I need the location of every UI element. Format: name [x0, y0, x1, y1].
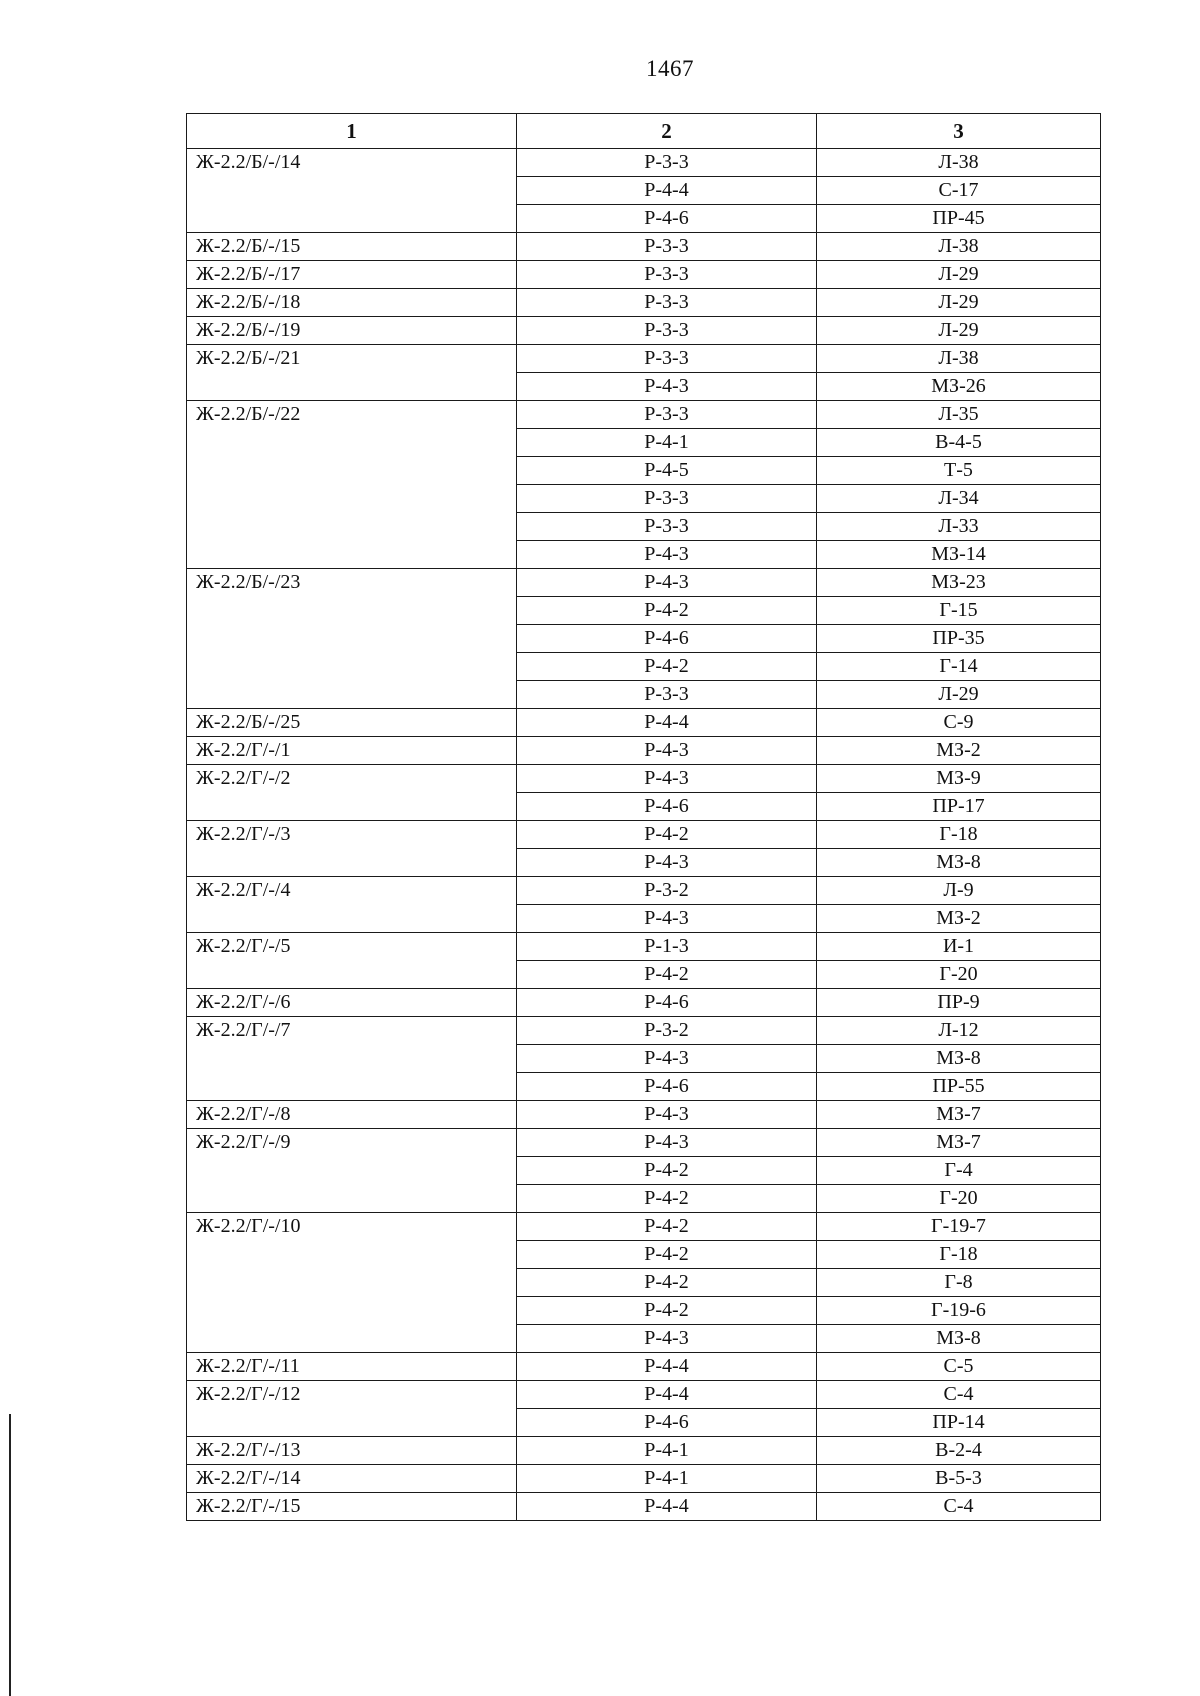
item-code-cell: Л-38	[817, 345, 1101, 373]
table-row	[187, 289, 1101, 317]
table-row	[187, 933, 1101, 961]
item-code-cell: Г-20	[817, 1185, 1101, 1213]
reference-code-cell: Р-3-3	[517, 513, 817, 541]
item-code-cell: МЗ-8	[817, 1045, 1101, 1073]
object-code-cell: Ж-2.2/Б/-/14	[187, 149, 517, 233]
object-code-cell: Ж-2.2/Б/-/23	[187, 569, 517, 709]
reference-code-cell: Р-4-4	[517, 709, 817, 737]
item-code-cell: ПР-14	[817, 1409, 1101, 1437]
reference-code-cell: Р-4-3	[517, 373, 817, 401]
reference-code-cell: Р-4-4	[517, 1381, 817, 1409]
object-code-cell: Ж-2.2/Б/-/18	[187, 289, 517, 317]
table-row	[187, 1465, 1101, 1493]
object-code-cell: Ж-2.2/Б/-/25	[187, 709, 517, 737]
item-code-cell: МЗ-23	[817, 569, 1101, 597]
page-number: 1467	[646, 56, 694, 81]
reference-code-cell: Р-3-3	[517, 485, 817, 513]
object-code-cell: Ж-2.2/Г/-/1	[187, 737, 517, 765]
reference-code-cell: Р-4-3	[517, 849, 817, 877]
reference-code-cell: Р-4-1	[517, 1465, 817, 1493]
reference-code-cell: Р-3-3	[517, 149, 817, 177]
item-code-cell: Л-29	[817, 261, 1101, 289]
margin-scan-line	[9, 1414, 11, 1696]
item-code-cell: В-4-5	[817, 429, 1101, 457]
item-code-cell: Л-33	[817, 513, 1101, 541]
item-code-cell: С-4	[817, 1493, 1101, 1521]
table-row	[187, 765, 1101, 793]
object-code-cell: Ж-2.2/Б/-/15	[187, 233, 517, 261]
object-code-cell: Ж-2.2/Б/-/22	[187, 401, 517, 569]
object-code-cell: Ж-2.2/Г/-/11	[187, 1353, 517, 1381]
reference-code-cell: Р-1-3	[517, 933, 817, 961]
reference-code-cell: Р-4-3	[517, 765, 817, 793]
item-code-cell: ПР-55	[817, 1073, 1101, 1101]
table-row	[187, 1017, 1101, 1045]
item-code-cell: Л-9	[817, 877, 1101, 905]
item-code-cell: Г-15	[817, 597, 1101, 625]
reference-code-cell: Р-4-6	[517, 205, 817, 233]
object-code-cell: Ж-2.2/Г/-/15	[187, 1493, 517, 1521]
item-code-cell: МЗ-7	[817, 1129, 1101, 1157]
object-code-cell: Ж-2.2/Г/-/13	[187, 1437, 517, 1465]
item-code-cell: Л-12	[817, 1017, 1101, 1045]
item-code-cell: Г-14	[817, 653, 1101, 681]
reference-code-cell: Р-4-2	[517, 1213, 817, 1241]
item-code-cell: Г-4	[817, 1157, 1101, 1185]
reference-code-cell: Р-4-4	[517, 1493, 817, 1521]
object-code-cell: Ж-2.2/Б/-/17	[187, 261, 517, 289]
object-code-cell: Ж-2.2/Г/-/14	[187, 1465, 517, 1493]
object-code-cell: Ж-2.2/Г/-/8	[187, 1101, 517, 1129]
reference-code-cell: Р-4-3	[517, 1129, 817, 1157]
reference-code-cell: Р-3-3	[517, 261, 817, 289]
reference-code-cell: Р-3-3	[517, 317, 817, 345]
item-code-cell: МЗ-7	[817, 1101, 1101, 1129]
item-code-cell: Г-18	[817, 1241, 1101, 1269]
reference-code-cell: Р-4-5	[517, 457, 817, 485]
reference-code-cell: Р-4-6	[517, 989, 817, 1017]
item-code-cell: МЗ-8	[817, 1325, 1101, 1353]
table-row	[187, 1213, 1101, 1241]
reference-code-cell: Р-4-3	[517, 905, 817, 933]
item-code-cell: Г-19-6	[817, 1297, 1101, 1325]
reference-code-cell: Р-4-4	[517, 1353, 817, 1381]
reference-code-cell: Р-4-2	[517, 1297, 817, 1325]
reference-code-cell: Р-4-2	[517, 1241, 817, 1269]
reference-code-cell: Р-4-6	[517, 1073, 817, 1101]
item-code-cell: Г-8	[817, 1269, 1101, 1297]
item-code-cell: МЗ-2	[817, 737, 1101, 765]
item-code-cell: Л-35	[817, 401, 1101, 429]
reference-code-cell: Р-4-3	[517, 1101, 817, 1129]
object-code-cell: Ж-2.2/Б/-/19	[187, 317, 517, 345]
table-row	[187, 1437, 1101, 1465]
item-code-cell: Л-29	[817, 317, 1101, 345]
object-code-cell: Ж-2.2/Г/-/2	[187, 765, 517, 821]
item-code-cell: Г-18	[817, 821, 1101, 849]
column-header-3: 3	[817, 114, 1101, 149]
object-code-cell: Ж-2.2/Г/-/12	[187, 1381, 517, 1437]
reference-code-cell: Р-4-6	[517, 793, 817, 821]
object-code-cell: Ж-2.2/Г/-/10	[187, 1213, 517, 1353]
table-row	[187, 1129, 1101, 1157]
reference-code-cell: Р-3-3	[517, 681, 817, 709]
table-row	[187, 737, 1101, 765]
table-row	[187, 233, 1101, 261]
reference-code-cell: Р-3-3	[517, 289, 817, 317]
item-code-cell: Т-5	[817, 457, 1101, 485]
item-code-cell: С-4	[817, 1381, 1101, 1409]
item-code-cell: Л-38	[817, 149, 1101, 177]
reference-code-cell: Р-4-2	[517, 961, 817, 989]
reference-code-cell: Р-4-2	[517, 1269, 817, 1297]
reference-code-cell: Р-4-3	[517, 541, 817, 569]
reference-code-cell: Р-4-4	[517, 177, 817, 205]
reference-code-cell: Р-3-2	[517, 1017, 817, 1045]
table-row	[187, 821, 1101, 849]
table-body	[187, 149, 1101, 1521]
reference-code-cell: Р-4-3	[517, 1045, 817, 1073]
reference-code-cell: Р-4-3	[517, 737, 817, 765]
table-header-row	[187, 114, 1101, 149]
item-code-cell: ПР-45	[817, 205, 1101, 233]
item-code-cell: С-9	[817, 709, 1101, 737]
table-row	[187, 569, 1101, 597]
object-code-cell: Ж-2.2/Г/-/7	[187, 1017, 517, 1101]
reference-code-cell: Р-4-2	[517, 597, 817, 625]
object-code-cell: Ж-2.2/Г/-/9	[187, 1129, 517, 1213]
object-code-cell: Ж-2.2/Г/-/5	[187, 933, 517, 989]
reference-code-cell: Р-4-2	[517, 653, 817, 681]
object-code-cell: Ж-2.2/Б/-/21	[187, 345, 517, 401]
item-code-cell: МЗ-26	[817, 373, 1101, 401]
item-code-cell: Л-38	[817, 233, 1101, 261]
item-code-cell: Л-29	[817, 289, 1101, 317]
item-code-cell: ПР-35	[817, 625, 1101, 653]
item-code-cell: МЗ-2	[817, 905, 1101, 933]
table-row	[187, 261, 1101, 289]
item-code-cell: В-5-3	[817, 1465, 1101, 1493]
object-code-cell: Ж-2.2/Г/-/6	[187, 989, 517, 1017]
table-row	[187, 317, 1101, 345]
column-header-1: 1	[187, 114, 517, 149]
reference-code-cell: Р-4-6	[517, 1409, 817, 1437]
item-code-cell: МЗ-8	[817, 849, 1101, 877]
reference-code-cell: Р-4-6	[517, 625, 817, 653]
item-code-cell: МЗ-9	[817, 765, 1101, 793]
table-row	[187, 989, 1101, 1017]
table-row	[187, 877, 1101, 905]
object-code-cell: Ж-2.2/Г/-/3	[187, 821, 517, 877]
item-code-cell: Л-34	[817, 485, 1101, 513]
reference-code-cell: Р-3-3	[517, 345, 817, 373]
item-code-cell: ПР-17	[817, 793, 1101, 821]
table-row	[187, 709, 1101, 737]
item-code-cell: Г-20	[817, 961, 1101, 989]
item-code-cell: ПР-9	[817, 989, 1101, 1017]
reference-code-cell: Р-4-2	[517, 1157, 817, 1185]
reference-code-cell: Р-4-2	[517, 1185, 817, 1213]
item-code-cell: С-5	[817, 1353, 1101, 1381]
object-code-cell: Ж-2.2/Г/-/4	[187, 877, 517, 933]
item-code-cell: МЗ-14	[817, 541, 1101, 569]
reference-code-cell: Р-4-1	[517, 1437, 817, 1465]
item-code-cell: С-17	[817, 177, 1101, 205]
table-row	[187, 149, 1101, 177]
reference-code-cell: Р-4-2	[517, 821, 817, 849]
table-row	[187, 1493, 1101, 1521]
reference-code-cell: Р-3-2	[517, 877, 817, 905]
column-header-2: 2	[517, 114, 817, 149]
table-row	[187, 1353, 1101, 1381]
reference-code-cell: Р-4-3	[517, 569, 817, 597]
reference-code-cell: Р-4-3	[517, 1325, 817, 1353]
table-row	[187, 1381, 1101, 1409]
table-row	[187, 1101, 1101, 1129]
item-code-cell: И-1	[817, 933, 1101, 961]
reference-code-cell: Р-3-3	[517, 233, 817, 261]
table-row	[187, 345, 1101, 373]
table-row	[187, 401, 1101, 429]
data-table	[186, 113, 1101, 1521]
item-code-cell: В-2-4	[817, 1437, 1101, 1465]
item-code-cell: Г-19-7	[817, 1213, 1101, 1241]
item-code-cell: Л-29	[817, 681, 1101, 709]
reference-code-cell: Р-4-1	[517, 429, 817, 457]
reference-code-cell: Р-3-3	[517, 401, 817, 429]
